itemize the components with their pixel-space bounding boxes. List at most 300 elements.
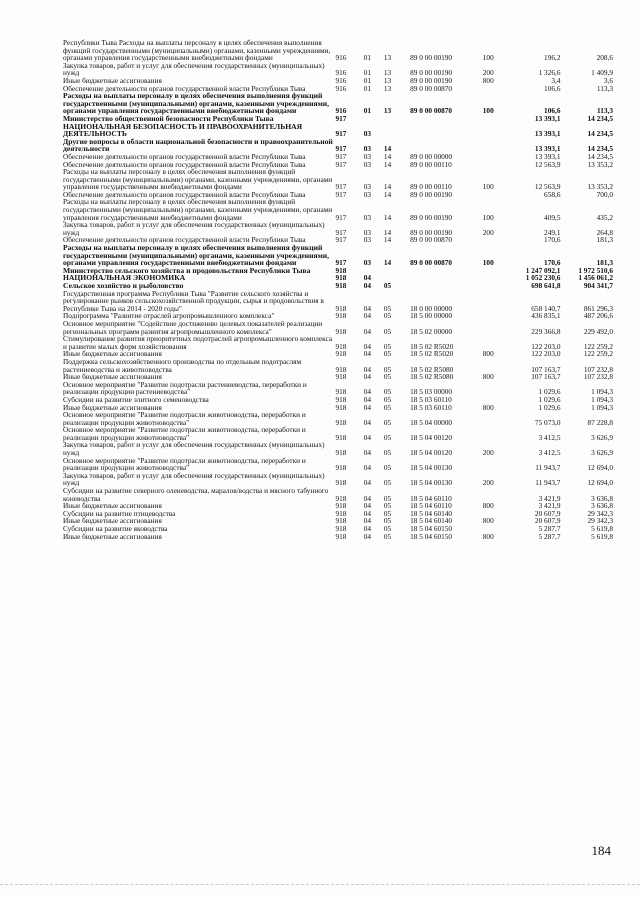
row-ved-code: 916 xyxy=(335,83,347,93)
row-expense-type xyxy=(483,191,515,199)
row-expense-type: 100 xyxy=(482,53,494,63)
row-ved-code: 918 xyxy=(335,493,347,503)
row-subsection-code xyxy=(384,267,410,275)
row-name: Обеспечение деятельности органов государственной власти Республики Тыва xyxy=(63,235,306,245)
row-sum-year1: 658,6 xyxy=(544,189,561,199)
row-sum-year2: 5 619,8 xyxy=(591,531,613,541)
row-sum-year2: 487 206,6 xyxy=(583,311,613,321)
row-sum-year1: 5 287,7 xyxy=(538,524,561,533)
row-section-code xyxy=(364,115,384,123)
row-section-code: 04 xyxy=(363,417,372,427)
row-subsection-code: 13 xyxy=(383,106,392,116)
row-section-code: 04 xyxy=(363,281,372,290)
row-expense-type xyxy=(483,115,515,123)
row-sum-year1: 229 366,8 xyxy=(531,326,561,336)
table-row xyxy=(63,358,613,373)
table-row xyxy=(63,92,613,115)
row-expense-type: 100 xyxy=(482,258,494,268)
row-subsection-code: 14 xyxy=(383,182,392,192)
budget-table-body xyxy=(63,39,613,540)
row-target-article: 18 5 04 00130 xyxy=(410,463,453,473)
table-row xyxy=(63,168,613,191)
row-ved-code: 916 xyxy=(335,106,347,116)
row-subsection-code: 13 xyxy=(383,83,392,93)
row-sum-year1: 170,6 xyxy=(544,235,561,245)
row-section-code: 04 xyxy=(363,273,372,283)
row-expense-type: 800 xyxy=(482,531,494,541)
row-ved-code: 918 xyxy=(335,501,347,511)
row-ved-code: 918 xyxy=(335,265,347,275)
row-ved-code: 918 xyxy=(335,463,347,473)
row-sum-year1: 107 163,7 xyxy=(531,372,561,382)
row-section-code: 03 xyxy=(363,182,372,192)
row-sum-year2: 113,3 xyxy=(596,83,613,93)
row-name: Расходы на выплаты персоналу в целях обеспечения выполнения функций государственными (муниципальными) органами, казенными учреждениями, органами управления государственными внебюджетными фондами xyxy=(63,243,330,268)
row-ved-code: 918 xyxy=(335,394,347,404)
row-sum-year1: 122 203,0 xyxy=(531,341,561,351)
budget-table xyxy=(63,39,613,540)
row-name: Министерство общественной безопасности Республики Тыва xyxy=(63,113,274,123)
row-ved-code: 918 xyxy=(335,372,347,382)
row-subsection-code xyxy=(384,115,410,123)
row-ved-code: 918 xyxy=(335,273,347,283)
row-sum-year1: 13 393,1 xyxy=(534,113,561,123)
row-subsection-code: 05 xyxy=(383,341,392,351)
row-section-code: 03 xyxy=(363,144,372,154)
row-section-code: 04 xyxy=(363,402,372,412)
row-section-code: 03 xyxy=(363,159,372,169)
row-name: Обеспечение деятельности органов государственной власти Республики Тыва xyxy=(63,83,306,93)
row-subsection-code: 05 xyxy=(383,432,392,442)
row-subsection-code: 05 xyxy=(383,387,392,397)
row-ved-code: 918 xyxy=(335,432,347,442)
row-section-code: 01 xyxy=(363,75,372,85)
row-sum-year2: 13 353,2 xyxy=(587,159,613,169)
row-sum-year2: 122 259,2 xyxy=(583,341,613,351)
row-target-article: 89 0 00 00190 xyxy=(410,68,453,78)
row-subsection-code: 05 xyxy=(383,349,392,359)
row-subsection-code: 05 xyxy=(383,501,392,511)
row-name: Иные бюджетные ассигнования xyxy=(63,531,162,541)
row-section-code: 04 xyxy=(363,387,372,397)
row-section-code: 04 xyxy=(363,463,372,473)
row-subsection-code: 05 xyxy=(383,311,392,321)
row-subsection-code: 14 xyxy=(383,227,392,237)
row-ved-code: 916 xyxy=(335,68,347,78)
row-target-article: 89 0 00 00110 xyxy=(410,182,452,192)
table-row xyxy=(63,221,613,236)
row-ved-code: 918 xyxy=(335,478,347,488)
table-row xyxy=(63,487,613,502)
row-sum-year2: 113,3 xyxy=(596,106,613,116)
row-sum-year2: 1 094,3 xyxy=(591,394,613,404)
row-sum-year2: 264,8 xyxy=(596,227,613,237)
row-sum-year2: 181,3 xyxy=(596,258,613,268)
row-target-article: 89 0 00 00000 xyxy=(410,151,453,161)
row-subsection-code: 13 xyxy=(383,75,392,85)
row-sum-year1: 13 393,1 xyxy=(534,151,561,161)
row-section-code: 03 xyxy=(363,212,372,222)
row-expense-type xyxy=(483,85,515,93)
row-ved-code: 918 xyxy=(335,524,347,533)
row-target-article xyxy=(410,282,483,290)
row-expense-type xyxy=(483,267,515,275)
row-sum-year2: 14 234,5 xyxy=(587,144,613,154)
row-section-code: 04 xyxy=(363,326,372,336)
row-target-article: 18 5 02 R5020 xyxy=(410,341,454,351)
row-subsection-code xyxy=(384,123,410,138)
row-subsection-code: 05 xyxy=(383,531,392,541)
row-ved-code: 917 xyxy=(335,159,347,169)
row-sum-year2: 14 234,5 xyxy=(587,151,613,161)
row-expense-type xyxy=(483,358,515,373)
row-sum-year2: 229 492,0 xyxy=(583,326,613,336)
row-subsection-code: 14 xyxy=(383,189,392,199)
row-sum-year2: 13 353,2 xyxy=(587,182,613,192)
row-sum-year2: 12 694,0 xyxy=(587,463,613,473)
table-row xyxy=(63,426,613,441)
row-target-article xyxy=(410,138,483,153)
row-sum-year1: 1 247 092,1 xyxy=(525,265,561,275)
row-expense-type: 100 xyxy=(482,106,494,116)
row-sum-year1: 20 607,9 xyxy=(534,516,561,526)
row-sum-year2: 14 234,5 xyxy=(587,129,613,139)
row-name: Обеспечение деятельности органов государственной власти Республики Тыва xyxy=(63,159,306,169)
row-sum-year1: 1 029,6 xyxy=(538,387,561,397)
row-name: Расходы на выплаты персоналу в целях обеспечения выполнения функций государственными (муниципальными) органами, казенными учреждениями, органами управления государственными внебюджетными фондами xyxy=(63,167,333,192)
row-target-article: 18 5 03 60110 xyxy=(410,394,452,404)
row-sum-year1: 75 073,0 xyxy=(534,417,561,427)
row-subsection-code: 14 xyxy=(383,144,392,154)
row-sum-year1: 5 287,7 xyxy=(538,531,561,541)
table-row xyxy=(63,244,613,267)
row-target-article: 18 5 03 60110 xyxy=(410,402,452,412)
row-target-article: 18 5 04 00120 xyxy=(410,448,453,458)
row-sum-year2: 12 694,0 xyxy=(587,478,613,488)
row-expense-type xyxy=(483,153,515,161)
row-target-article xyxy=(410,274,483,282)
row-target-article: 89 0 00 00870 xyxy=(410,83,453,93)
table-row xyxy=(63,472,613,487)
row-sum-year2: 3 636,8 xyxy=(591,493,613,503)
row-ved-code: 918 xyxy=(335,387,347,397)
row-expense-type: 100 xyxy=(482,212,494,222)
row-subsection-code: 14 xyxy=(383,235,392,245)
row-name: Закупка товаров, работ и услуг для обеспечения государственных (муниципальных) нужд xyxy=(63,60,325,78)
row-name: НАЦИОНАЛЬНАЯ ЭКОНОМИКА xyxy=(63,273,186,283)
row-expense-type xyxy=(483,123,515,138)
row-name: Закупка товаров, работ и услуг для обеспечения государственных (муниципальных) нужд xyxy=(63,470,325,488)
row-subsection-code: 14 xyxy=(383,212,392,222)
row-subsection-code: 05 xyxy=(383,281,392,290)
row-name: Расходы на выплаты персоналу в целях обеспечения выполнения функций государственными (муниципальными) органами, казенными учреждениями, органами управления государственными внебюджетными фондами xyxy=(63,91,330,116)
row-sum-year1: 196,2 xyxy=(544,53,561,63)
row-subsection-code: 05 xyxy=(383,463,392,473)
row-target-article: 18 5 03 00000 xyxy=(410,387,453,397)
row-target-article: 18 5 04 60110 xyxy=(410,501,452,511)
row-expense-type xyxy=(483,487,515,502)
row-ved-code: 917 xyxy=(335,189,347,199)
row-section-code: 04 xyxy=(363,394,372,404)
row-target-article: 89 0 00 00870 xyxy=(410,258,453,268)
row-section-code: 04 xyxy=(363,493,372,503)
row-target-article: 18 5 04 60140 xyxy=(410,508,453,518)
row-section-code: 03 xyxy=(363,151,372,161)
row-sum-year1: 12 563,9 xyxy=(534,182,561,192)
row-section-code: 04 xyxy=(363,524,372,533)
row-section-code: 04 xyxy=(363,372,372,382)
row-name: Иные бюджетные ассигнования xyxy=(63,516,162,526)
row-ved-code: 918 xyxy=(335,349,347,359)
row-target-article: 89 0 00 00190 xyxy=(410,227,453,237)
row-sum-year1: 13 393,1 xyxy=(534,129,561,139)
row-section-code: 03 xyxy=(363,235,372,245)
row-ved-code: 918 xyxy=(335,341,347,351)
row-subsection-code: 05 xyxy=(383,364,392,374)
row-subsection-code: 05 xyxy=(383,448,392,458)
row-name: Государственная программа Республики Тыва "Развитие сельского хозяйства и регулирование рынков сельскохозяйственной продукции, сырья и продовольствия в Республике Тыва на 2014 - 2020 годы" xyxy=(63,288,324,313)
row-sum-year1: 170,6 xyxy=(544,258,561,268)
row-section-code: 01 xyxy=(363,68,372,78)
row-expense-type xyxy=(483,426,515,441)
row-subsection-code: 14 xyxy=(383,258,392,268)
row-section-code: 04 xyxy=(363,508,372,518)
row-target-article: 18 5 02 R5020 xyxy=(410,349,454,359)
row-sum-year1: 122 203,0 xyxy=(531,349,561,359)
row-name: Субсидии на развитие элитного семеноводства xyxy=(63,394,209,404)
row-sum-year1: 3,4 xyxy=(551,75,561,85)
row-sum-year2: 122 259,2 xyxy=(583,349,613,359)
row-target-article: 18 5 02 R5080 xyxy=(410,364,454,374)
row-name: Закупка товаров, работ и услуг для обеспечения государственных (муниципальных) нужд xyxy=(63,440,325,458)
row-target-article: 89 0 00 00190 xyxy=(410,53,453,63)
row-target-article: 18 5 02 R5080 xyxy=(410,372,454,382)
row-section-code: 04 xyxy=(363,303,372,313)
row-section-code: 04 xyxy=(363,349,372,359)
row-expense-type xyxy=(483,381,515,396)
row-sum-year1: 3 412,5 xyxy=(538,432,561,442)
row-ved-code: 918 xyxy=(335,364,347,374)
row-section-code: 01 xyxy=(363,83,372,93)
row-name: Закупка товаров, работ и услуг для обеспечения государственных (муниципальных) нужд xyxy=(63,220,325,237)
row-subsection-code: 14 xyxy=(383,159,392,169)
row-ved-code: 917 xyxy=(335,258,347,268)
table-row xyxy=(63,198,613,221)
row-expense-type xyxy=(483,274,515,282)
row-sum-year1: 106,6 xyxy=(544,106,561,116)
table-row xyxy=(63,39,613,62)
row-section-code: 03 xyxy=(363,129,372,139)
row-sum-year2: 1 456 061,2 xyxy=(578,273,613,283)
row-subsection-code: 05 xyxy=(383,326,392,336)
row-expense-type: 800 xyxy=(482,402,494,412)
row-target-article: 18 5 04 00000 xyxy=(410,417,453,427)
row-sum-year2: 1 094,3 xyxy=(591,402,613,412)
row-target-article: 18 5 04 00120 xyxy=(410,432,453,442)
row-subsection-code: 05 xyxy=(383,524,392,533)
table-row xyxy=(63,441,613,456)
row-sum-year2: 861 296,3 xyxy=(583,303,613,313)
row-name: Иные бюджетные ассигнования xyxy=(63,402,162,412)
row-sum-year1: 12 563,9 xyxy=(534,159,561,169)
row-section-code: 04 xyxy=(363,341,372,351)
page-number: 184 xyxy=(591,843,611,858)
row-name: Иные бюджетные ассигнования xyxy=(63,75,162,85)
row-ved-code: 916 xyxy=(335,75,347,85)
row-name: Субсидии на развитие северного оленеводства, маралов/водства и мясного табунного коневодства xyxy=(63,486,329,503)
row-name: Стимулирование развития приоритетных подотраслей агропромышленного комплекса и развитие малых форм хозяйствования xyxy=(63,334,333,351)
row-sum-year2: 3 626,9 xyxy=(591,448,613,458)
row-section-code: 01 xyxy=(363,53,372,63)
row-name: Министерство сельского хозяйства и продовольствия Республики Тыва xyxy=(63,265,311,275)
table-row xyxy=(63,123,613,138)
row-expense-type xyxy=(483,138,515,153)
row-name: Иные бюджетные ассигнования xyxy=(63,372,162,382)
row-ved-code: 918 xyxy=(335,531,347,541)
row-section-code: 03 xyxy=(363,189,372,199)
row-expense-type xyxy=(483,282,515,290)
row-section-code: 04 xyxy=(363,432,372,442)
row-target-article xyxy=(410,267,483,275)
row-subsection-code: 05 xyxy=(383,516,392,526)
table-row xyxy=(63,62,613,77)
row-target-article: 18 5 04 60140 xyxy=(410,516,453,526)
row-sum-year2: 700,0 xyxy=(596,189,613,199)
row-sum-year1: 3 421,9 xyxy=(538,493,561,503)
row-subsection-code: 13 xyxy=(383,68,392,78)
table-row xyxy=(63,320,613,335)
row-expense-type xyxy=(483,335,515,350)
row-target-article: 18 5 04 60150 xyxy=(410,524,453,533)
row-sum-year2: 1 094,3 xyxy=(591,387,613,397)
row-ved-code: 918 xyxy=(335,281,347,290)
row-expense-type: 800 xyxy=(482,349,494,359)
row-section-code: 04 xyxy=(363,448,372,458)
row-sum-year1: 107 163,7 xyxy=(531,364,561,374)
row-expense-type: 100 xyxy=(482,182,494,192)
row-subsection-code: 05 xyxy=(383,303,392,313)
row-target-article: 89 0 00 00870 xyxy=(410,106,453,116)
table-row xyxy=(63,533,613,541)
row-sum-year1: 11 943,7 xyxy=(535,463,561,473)
row-sum-year1: 13 393,1 xyxy=(534,144,561,154)
row-expense-type: 200 xyxy=(482,68,494,78)
row-ved-code: 918 xyxy=(335,417,347,427)
row-sum-year2: 3 626,9 xyxy=(591,432,613,442)
row-sum-year1: 698 641,8 xyxy=(531,281,561,290)
row-sum-year2: 904 341,7 xyxy=(583,281,613,290)
row-sum-year2: 107 232,8 xyxy=(583,372,613,382)
row-sum-year1: 658 140,7 xyxy=(531,303,561,313)
row-name: Расходы на выплаты персоналу в целях обеспечения выполнения функций государственными (муниципальными) органами, казенными учреждениями, органами управления государственными внебюджетными фондами xyxy=(63,197,333,222)
row-subsection-code: 05 xyxy=(383,372,392,382)
row-sum-year2: 435,2 xyxy=(596,212,613,222)
row-section-code: 04 xyxy=(363,364,372,374)
row-subsection-code: 13 xyxy=(383,53,392,63)
row-name: Поддержка сельскохозяйственного производства по отдельным подотраслям растениеводства и животноводства xyxy=(63,356,302,374)
row-ved-code: 918 xyxy=(335,303,347,313)
row-subsection-code: 05 xyxy=(383,493,392,503)
row-name: НАЦИОНАЛЬНАЯ БЕЗОПАСНОСТЬ И ПРАВООХРАНИТЕЛЬНАЯ ДЕЯТЕЛЬНОСТЬ xyxy=(63,121,303,139)
table-row xyxy=(63,335,613,350)
row-name: Основное мероприятие "Содействие достижению целевых показателей реализации региональных программ развития агропромышленного комплекса" xyxy=(63,318,323,336)
row-expense-type xyxy=(483,457,515,472)
row-target-article xyxy=(410,115,483,123)
row-sum-year1: 249,1 xyxy=(544,227,561,237)
row-ved-code: 917 xyxy=(335,212,347,222)
row-sum-year2: 1 409,9 xyxy=(591,68,613,78)
row-name: Другие вопросы в области национальной безопасности и правоохранительной деятельности xyxy=(63,136,333,154)
table-row xyxy=(63,381,613,396)
row-sum-year1: 106,6 xyxy=(544,83,561,93)
row-name: Сельское хозяйство и рыболовство xyxy=(63,281,184,290)
row-expense-type: 800 xyxy=(482,516,494,526)
row-ved-code: 916 xyxy=(335,53,347,63)
row-sum-year1: 20 607,9 xyxy=(534,508,561,518)
row-name: Основное мероприятие "Развитие подотрасли животноводства, переработки и реализации продукции животноводства" xyxy=(63,425,306,442)
row-expense-type xyxy=(483,290,515,313)
row-target-article: 18 5 04 60150 xyxy=(410,531,453,541)
scan-edge-divider xyxy=(0,884,640,886)
row-expense-type: 800 xyxy=(482,75,494,85)
row-sum-year1: 3 421,9 xyxy=(538,501,561,511)
row-ved-code: 918 xyxy=(335,448,347,458)
row-target-article xyxy=(410,123,483,138)
row-expense-type: 200 xyxy=(482,478,494,488)
row-sum-year1: 3 412,5 xyxy=(538,448,561,458)
row-ved-code: 917 xyxy=(335,113,347,123)
row-ved-code: 917 xyxy=(335,227,347,237)
row-name: Иные бюджетные ассигнования xyxy=(63,349,162,359)
row-target-article: 89 0 00 00190 xyxy=(410,189,453,199)
row-target-article: 18 5 04 60110 xyxy=(410,493,452,503)
row-ved-code: 917 xyxy=(335,129,347,139)
table-row xyxy=(63,411,613,426)
row-target-article: 89 0 00 00110 xyxy=(410,159,452,169)
row-expense-type xyxy=(483,161,515,169)
row-expense-type: 200 xyxy=(482,227,494,237)
row-subsection-code: 05 xyxy=(383,478,392,488)
row-ved-code: 918 xyxy=(335,516,347,526)
row-name: Субсидии на развитие птицеводства xyxy=(63,508,176,518)
row-name: Обеспечение деятельности органов государственной власти Республики Тыва xyxy=(63,189,306,199)
table-row xyxy=(63,138,613,153)
row-name: Основное мероприятие "Развитие подотрасли животноводства, переработки и реализации продукции животноводства" xyxy=(63,455,306,473)
row-ved-code: 917 xyxy=(335,151,347,161)
row-expense-type xyxy=(483,411,515,426)
row-expense-type: 800 xyxy=(482,501,494,511)
row-sum-year1: 11 943,7 xyxy=(535,478,561,488)
row-section-code: 04 xyxy=(363,311,372,321)
row-section-code: 03 xyxy=(363,258,372,268)
row-ved-code: 917 xyxy=(335,144,347,154)
row-ved-code: 917 xyxy=(335,235,347,245)
row-name: Обеспечение деятельности органов государственной власти Республики Тыва xyxy=(63,151,306,161)
row-ved-code: 918 xyxy=(335,311,347,321)
row-ved-code: 918 xyxy=(335,402,347,412)
row-ved-code: 917 xyxy=(335,182,347,192)
row-target-article: 89 0 00 00870 xyxy=(410,235,453,245)
row-target-article: 18 5 02 00000 xyxy=(410,326,453,336)
row-name: Подпрограмма "Развитие отраслей агропромышленного комплекса" xyxy=(63,311,275,321)
row-ved-code: 918 xyxy=(335,508,347,518)
row-sum-year1: 1 029,6 xyxy=(538,402,561,412)
table-row xyxy=(63,290,613,313)
row-sum-year2: 181,3 xyxy=(596,235,613,245)
table-row xyxy=(63,457,613,472)
row-section-code: 04 xyxy=(363,478,372,488)
row-sum-year2: 29 342,3 xyxy=(587,508,613,518)
